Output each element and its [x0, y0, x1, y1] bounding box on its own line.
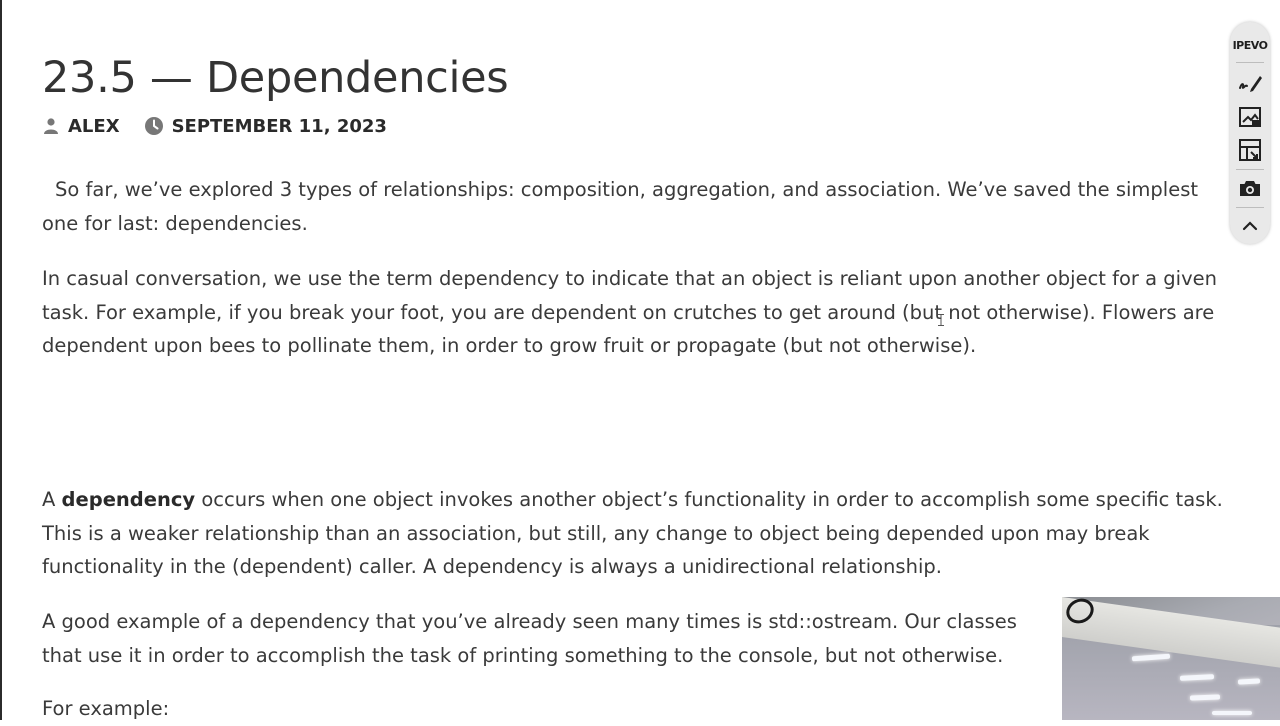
webcam-light-reflection	[1190, 694, 1220, 700]
gallery-button[interactable]	[1230, 133, 1270, 167]
snapshot-button[interactable]	[1230, 100, 1270, 134]
term-dependency: dependency	[61, 488, 196, 511]
paragraph-definition-body: occurs when one object invokes another object’s functionality in order to accomplish some specific task. This is a weaker relationship than an association, but still, any change to object being depended upon may break functionality in the (dependent) caller. A dependency is always a unidirectional relationship.	[42, 488, 1223, 578]
paragraph-definition	[42, 483, 1230, 584]
annotate-pen-icon	[1237, 72, 1263, 94]
user-icon	[42, 117, 60, 135]
text-cursor-icon	[938, 314, 944, 326]
ipevo-logo: IPEVO	[1232, 38, 1268, 52]
paragraph-for-example: For example:	[42, 697, 170, 720]
post-date: SEPTEMBER 11, 2023	[171, 115, 387, 137]
toolbar-divider	[1236, 207, 1264, 208]
paragraph-ostream-example: A good example of a dependency that you’ve already seen many times is std::ostream. Our classes that use it in order to accomplish the task of printing something to the console, but not otherwise.	[42, 610, 1017, 667]
toolbar-divider	[1236, 169, 1264, 170]
camera-button[interactable]	[1230, 171, 1270, 205]
camera-icon	[1238, 177, 1262, 199]
annotate-pen-button[interactable]	[1230, 66, 1270, 100]
ipevo-toolbar	[1230, 22, 1270, 244]
webcam-light-reflection	[1212, 711, 1252, 715]
snapshot-image-icon	[1238, 105, 1262, 129]
paragraph-intro: So far, we’ve explored 3 types of relationships: composition, aggregation, and association. We’ve saved the simplest one for last: dependencies.	[42, 178, 1198, 235]
page-title: 23.5 — Dependencies	[42, 53, 509, 103]
chevron-up-icon	[1242, 220, 1258, 232]
paragraph-definition-prefix: A	[42, 488, 62, 511]
clock-icon	[144, 116, 164, 136]
toolbar-divider	[1236, 62, 1264, 63]
webcam-overlay	[1062, 597, 1280, 720]
author-name[interactable]: ALEX	[68, 115, 120, 137]
paragraph-casual-conversation: In casual conversation, we use the term dependency to indicate that an object is reliant upon another object for a given task. For example, if you break your foot, you are dependent on crutches to get around (but not otherwise). Flowers are dependent upon bees to pollinate them, in order to grow fruit or propagate (but not otherwise).	[42, 267, 1217, 357]
image-gallery-icon	[1238, 138, 1262, 162]
collapse-toolbar-button[interactable]	[1230, 209, 1270, 243]
window-left-edge	[0, 0, 2, 720]
post-meta	[42, 114, 387, 138]
